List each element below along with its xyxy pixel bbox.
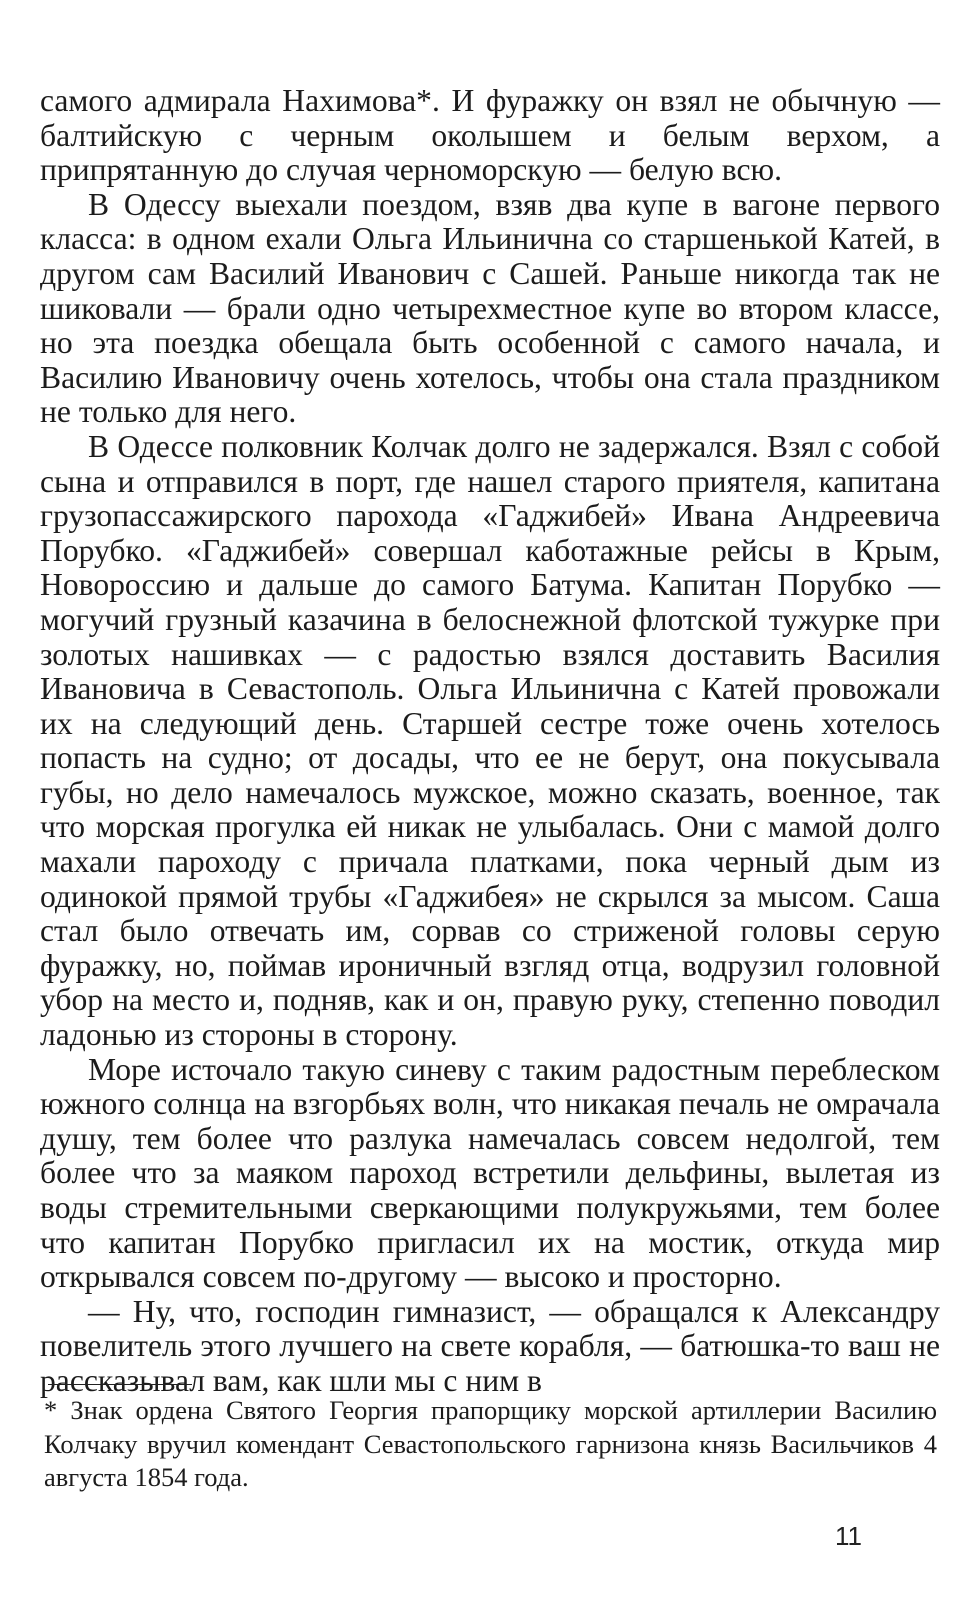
paragraph-1: самого адмирала Нахимова*. И фуражку он взял не обычную — балтийскую с черным околышем и белым верхом, а припрятанную до случая черноморскую — белую всю. xyxy=(40,83,940,188)
paragraph-3: В Одессе полковник Колчак долго не задержался. Взял с собой сына и отправился в порт, где нашел старого приятеля, капитана грузопассажирского парохода «Гаджибей» Ивана Андреевича Порубко. «Гаджибей» совершал каботажные рейсы в Крым, Новороссию и дальше до самого Батума. Капитан Порубко — могучий грузный казачина в белоснежной флотской тужурке при золотых нашивках — с радостью взялся доставить Василия Ивановича в Севастополь. Ольга Ильинична с Катей провожали их на следующий день. Старшей сестре тоже очень хотелось попасть на судно; от досады, что ее не берут, она покусывала губы, но дело намечалось мужское, можно сказать, военное, так что морская прогулка ей никак не улыбалась. Они с мамой долго махали пароходу с причала платками, пока черный дым из одинокой прямой трубы «Гаджибея» не скрылся за мысом. Саша стал было отвечать им, сорвав со стриженой головы серую фуражку, но, поймав ироничный взгляд отца, водрузил головной убор на место и, подняв, как и он, правую руку, степенно поводил ладонью из стороны в сторону. xyxy=(40,428,940,1053)
main-text xyxy=(40,84,940,1399)
paragraph-2: В Одессу выехали поездом, взяв два купе в вагоне первого класса: в одном ехали Ольга Ильинична со старшенькой Катей, в другом сам Василий Иванович с Сашей. Раньше никогда так не шиковали — брали одно четырехместное купе во втором классе, но эта поездка обещала быть особенной с самого начала, и Василию Ивановичу очень хотелось, чтобы она стала праздником не только для него. xyxy=(40,186,940,430)
footnote-divider xyxy=(48,1384,192,1385)
footnote: * Знак ордена Святого Георгия прапорщику морской артиллерии Василию Колчаку вручил комендант Севастопольского гарнизона князь Васильчиков 4 августа 1854 года. xyxy=(44,1395,937,1492)
page-number: 11 xyxy=(835,1521,862,1551)
paragraph-4: Море источало такую синеву с таким радостным переблеском южного солнца на взгорбьях волн, что никакая печаль не омрачала душу, тем более что разлука намечалась совсем недолгой, тем более что за маяком пароход встретили дельфины, вылетая из воды стремительными сверкающими полукружьями, тем более что капитан Порубко пригласил их на мостик, откуда мир открывался совсем по-другому — высоко и просторно. xyxy=(40,1051,940,1295)
paragraph-5: — Ну, что, господин гимназист, — обращался к Александру повелитель этого лучшего на свете корабля, — батюшка-то ваш не рассказывал вам, как шли мы с ним в xyxy=(40,1293,940,1398)
